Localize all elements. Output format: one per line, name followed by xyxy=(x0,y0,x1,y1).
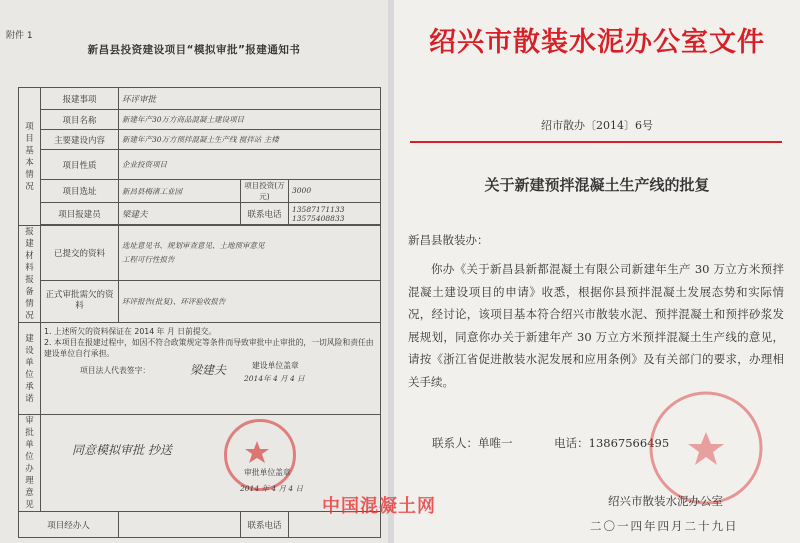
approval-seal-label: 审批单位盖章 xyxy=(244,468,291,477)
project-name-label: 项目名称 xyxy=(41,110,119,130)
approval-opinion: 同意模拟审批 抄送 xyxy=(72,443,172,457)
issuing-office: 绍兴市散装水泥办公室 xyxy=(608,494,723,508)
commitment-line-1: 1. 上述所欠的资料保证在 2014 年 月 日前提交。 xyxy=(44,327,217,336)
office-seal-stamp xyxy=(646,388,766,508)
section-commitment: 建设 单位 承诺 xyxy=(19,323,41,415)
header-divider xyxy=(410,141,782,143)
phone-value-2: 13575408833 xyxy=(292,213,345,223)
project-nature-label: 项目性质 xyxy=(41,150,119,180)
handler-label: 项目经办人 xyxy=(19,512,119,538)
reporter-value: 梁建夫 xyxy=(122,209,148,220)
project-nature-value: 企业投资项目 xyxy=(122,160,167,169)
document-number: 绍市散办〔2014〕6号 xyxy=(541,119,653,132)
attachment-label: 附件 1 xyxy=(6,31,33,41)
official-document-page xyxy=(394,0,800,543)
document-title: 关于新建预拌混凝土生产线的批复 xyxy=(484,176,710,194)
footer-phone-label: 联系电话 xyxy=(241,512,289,538)
section-approval: 审批 单位 办理 意见 xyxy=(19,415,41,512)
investment-value: 3000 xyxy=(292,186,312,195)
submitted-value-2: 工程可行性报告 xyxy=(122,254,175,264)
contact-person: 联系人：单唯一 xyxy=(432,436,513,450)
pending-label: 正式审批需欠的资料 xyxy=(41,280,119,322)
approval-date: 2014 年 4 月 4 日 xyxy=(240,484,304,493)
investment-label: 项目投资(万元) xyxy=(241,180,289,203)
report-form-page xyxy=(0,0,388,543)
approval-seal-stamp xyxy=(224,419,296,491)
submitted-label: 已提交的资料 xyxy=(41,226,119,281)
reporter-label: 项目报建员 xyxy=(41,203,119,225)
unit-seal-date: 2014年 4 月 4 日 xyxy=(244,374,305,383)
main-content-label: 主要建设内容 xyxy=(41,130,119,150)
legal-rep-label: 项目法人代表签字： xyxy=(80,366,151,375)
main-content-value: 新建年产30万方预拌混凝土生产线 搅拌站 主楼 xyxy=(122,135,279,144)
project-name-value: 新建年产30万方商品混凝土建设项目 xyxy=(122,115,245,124)
document-header: 绍兴市散装水泥办公室文件 xyxy=(429,27,765,58)
matter-value: 环评审批 xyxy=(122,94,157,105)
commitment-line-2: 2. 本项目在报建过程中，如因不符合政策规定等条件而导致审批中止审批的，一切风险和责任由建设单位自行承担。 xyxy=(44,338,374,358)
matter-label: 报建事项 xyxy=(41,88,119,110)
phone-value-1: 13587171133 xyxy=(292,204,345,214)
document-recipient: 新昌县散装办： xyxy=(408,233,489,247)
star-icon xyxy=(688,432,724,465)
form-title: 新昌县投资建设项目“模拟审批”报建通知书 xyxy=(87,44,301,56)
pending-value: 环评报告(批复)、环评验收报告 xyxy=(122,296,226,306)
section-materials: 报建 材料 报备 情况 xyxy=(19,226,41,323)
section-basic-info: 项目 基本 情况 xyxy=(19,88,41,226)
document-date: 二〇一四年四月二十九日 xyxy=(590,519,739,533)
site-watermark: 中国混凝土网 xyxy=(322,496,436,517)
phone-label: 联系电话 xyxy=(241,203,289,225)
submitted-value-1: 选址意见书、规划审查意见、土地预审意见 xyxy=(122,240,265,250)
contact-phone: 电话：13867566495 xyxy=(554,436,670,450)
site-label: 项目选址 xyxy=(41,180,119,203)
report-form-table xyxy=(18,87,381,538)
site-value: 新昌县梅渚工业园 xyxy=(122,186,182,196)
legal-rep-signature: 梁建夫 xyxy=(190,363,227,377)
unit-seal-label: 建设单位盖章 xyxy=(252,361,299,370)
document-body: 你办《关于新昌县新都混凝土有限公司新建年生产 30 万立方米预拌混凝土建设项目的申请》收悉，根据你县预拌混凝土发展态势和实际情况，经讨论，该项目基本符合绍兴市散装水泥、预拌混凝土和预拌砂浆发展规划，同意你办关于新建年产 30 万立方米预拌混凝土生产线的意见，请按《浙江省促进散装水泥发展和应用条例》及有关部门的要求，办理相关手续。 xyxy=(408,262,784,389)
